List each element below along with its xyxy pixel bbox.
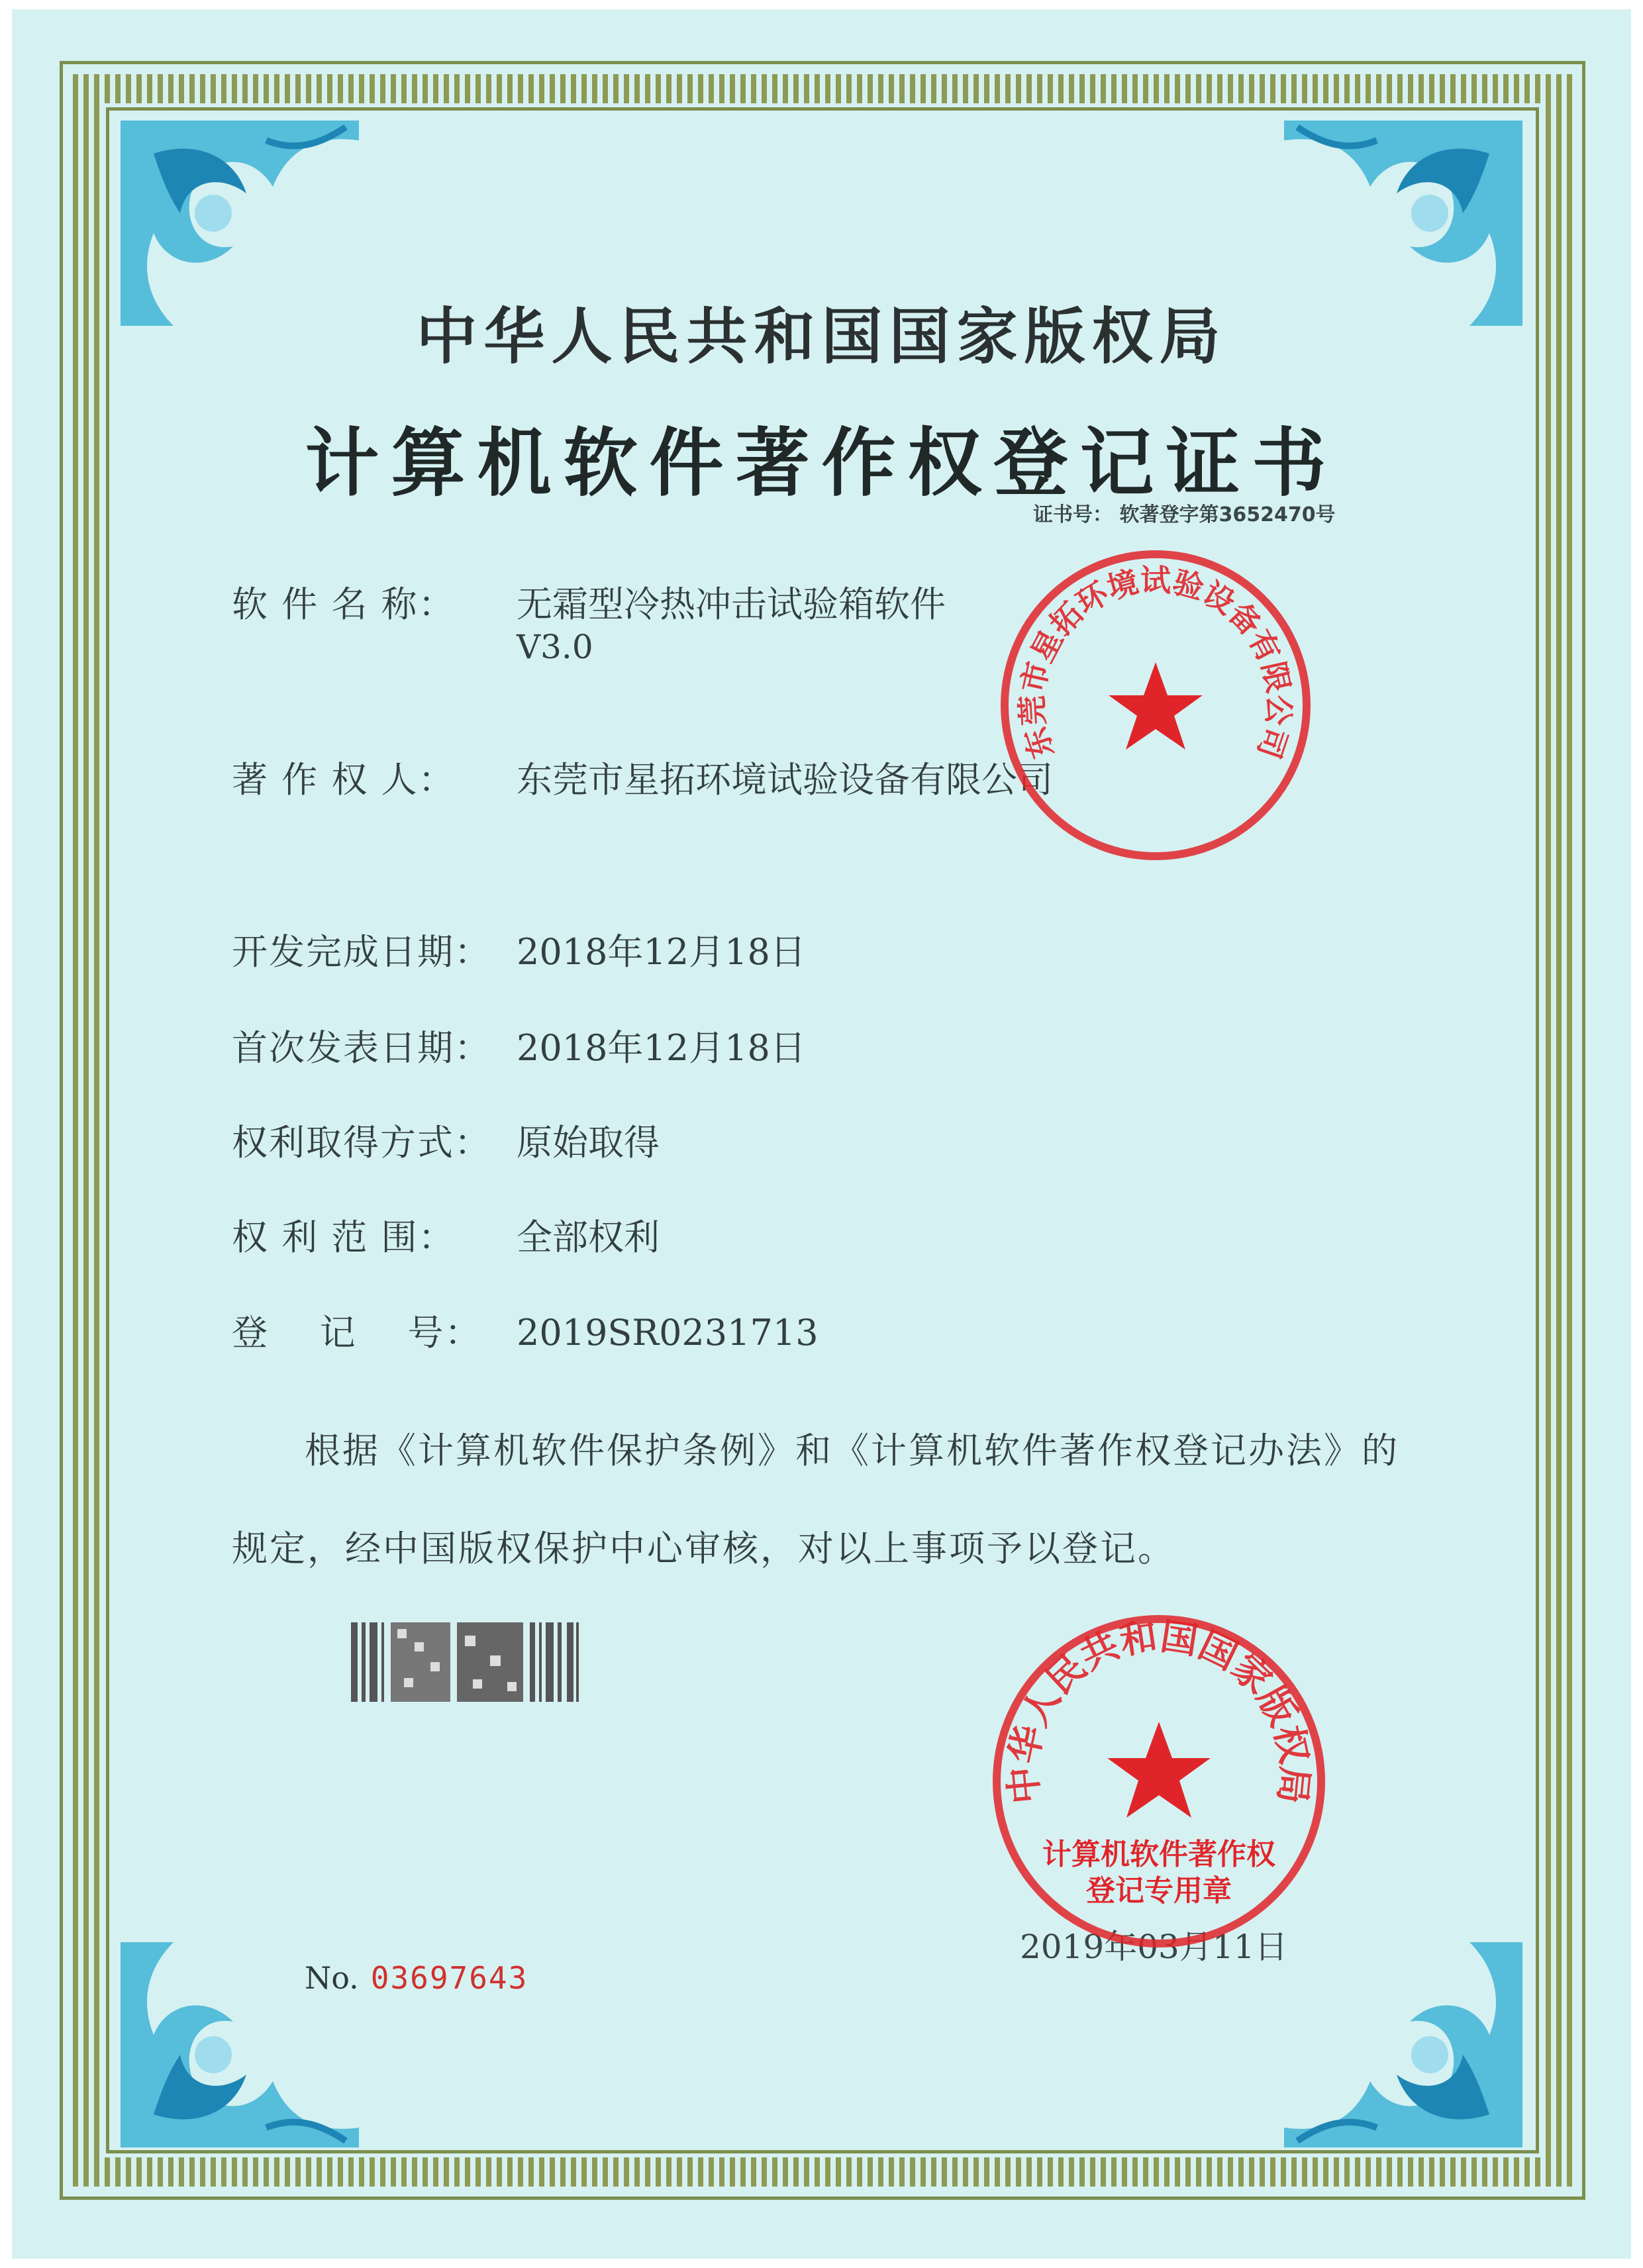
field-software-name	[232, 576, 946, 627]
field-value: 2018年12月18日	[517, 931, 806, 973]
field-label: 登 记 号：	[232, 1312, 482, 1354]
field-value: 东莞市星拓环境试验设备有限公司	[517, 759, 1053, 801]
star-icon	[1107, 1722, 1211, 1818]
field-acquisition-method	[232, 1114, 660, 1165]
issue-date: 2019年03月11日	[1020, 1928, 1288, 1966]
certificate-number: 证书号： 软著登字第3652470号	[1033, 503, 1336, 526]
issuer-heading: 中华人民共和国国家版权局	[416, 301, 1227, 372]
field-label: 开发完成日期：	[232, 931, 491, 973]
field-label: 权 利 范 围：	[232, 1216, 456, 1258]
field-registration-number	[232, 1305, 819, 1356]
corner-ornament-icon	[1277, 1936, 1529, 2154]
field-copyright-owner	[232, 752, 1053, 803]
field-value: 2019SR0231713	[517, 1312, 819, 1354]
statement-line-1: 根据《计算机软件保护条例》和《计算机软件著作权登记办法》的	[305, 1430, 1399, 1471]
serial-number	[305, 1960, 528, 1996]
field-value: 全部权利	[517, 1216, 660, 1258]
field-value: 无霜型冷热冲击试验箱软件	[517, 583, 946, 625]
field-value: 2018年12月18日	[517, 1027, 806, 1069]
authority-seal-line-2: 登记专用章	[1086, 1874, 1232, 1908]
company-seal	[993, 543, 1318, 867]
field-value: 原始取得	[517, 1122, 660, 1163]
field-label: 首次发表日期：	[232, 1027, 491, 1069]
serial-value: 03697643	[370, 1960, 528, 1996]
field-completion-date	[232, 924, 806, 975]
field-label: 著 作 权 人：	[232, 759, 456, 801]
statement-line-2: 规定，经中国版权保护中心审核，对以上事项予以登记。	[232, 1528, 1175, 1569]
authority-seal-ring-text: 中华人民共和国国家版权局	[1001, 1614, 1317, 1806]
authority-seal	[987, 1609, 1331, 1953]
authority-seal-line-1: 计算机软件著作权	[1042, 1838, 1275, 1871]
barcode-icon	[351, 1622, 583, 1702]
star-icon	[1109, 662, 1203, 750]
field-rights-scope	[232, 1209, 660, 1260]
field-label: 软 件 名 称：	[232, 583, 456, 625]
serial-prefix: No.	[305, 1960, 359, 1996]
field-publication-date	[232, 1020, 806, 1071]
certificate-title: 计算机软件著作权登记证书	[305, 420, 1338, 507]
company-seal-text: 东莞市星拓环境试验设备有限公司	[1014, 562, 1297, 764]
field-label: 权利取得方式：	[232, 1122, 491, 1163]
software-version: V3.0	[517, 628, 593, 666]
